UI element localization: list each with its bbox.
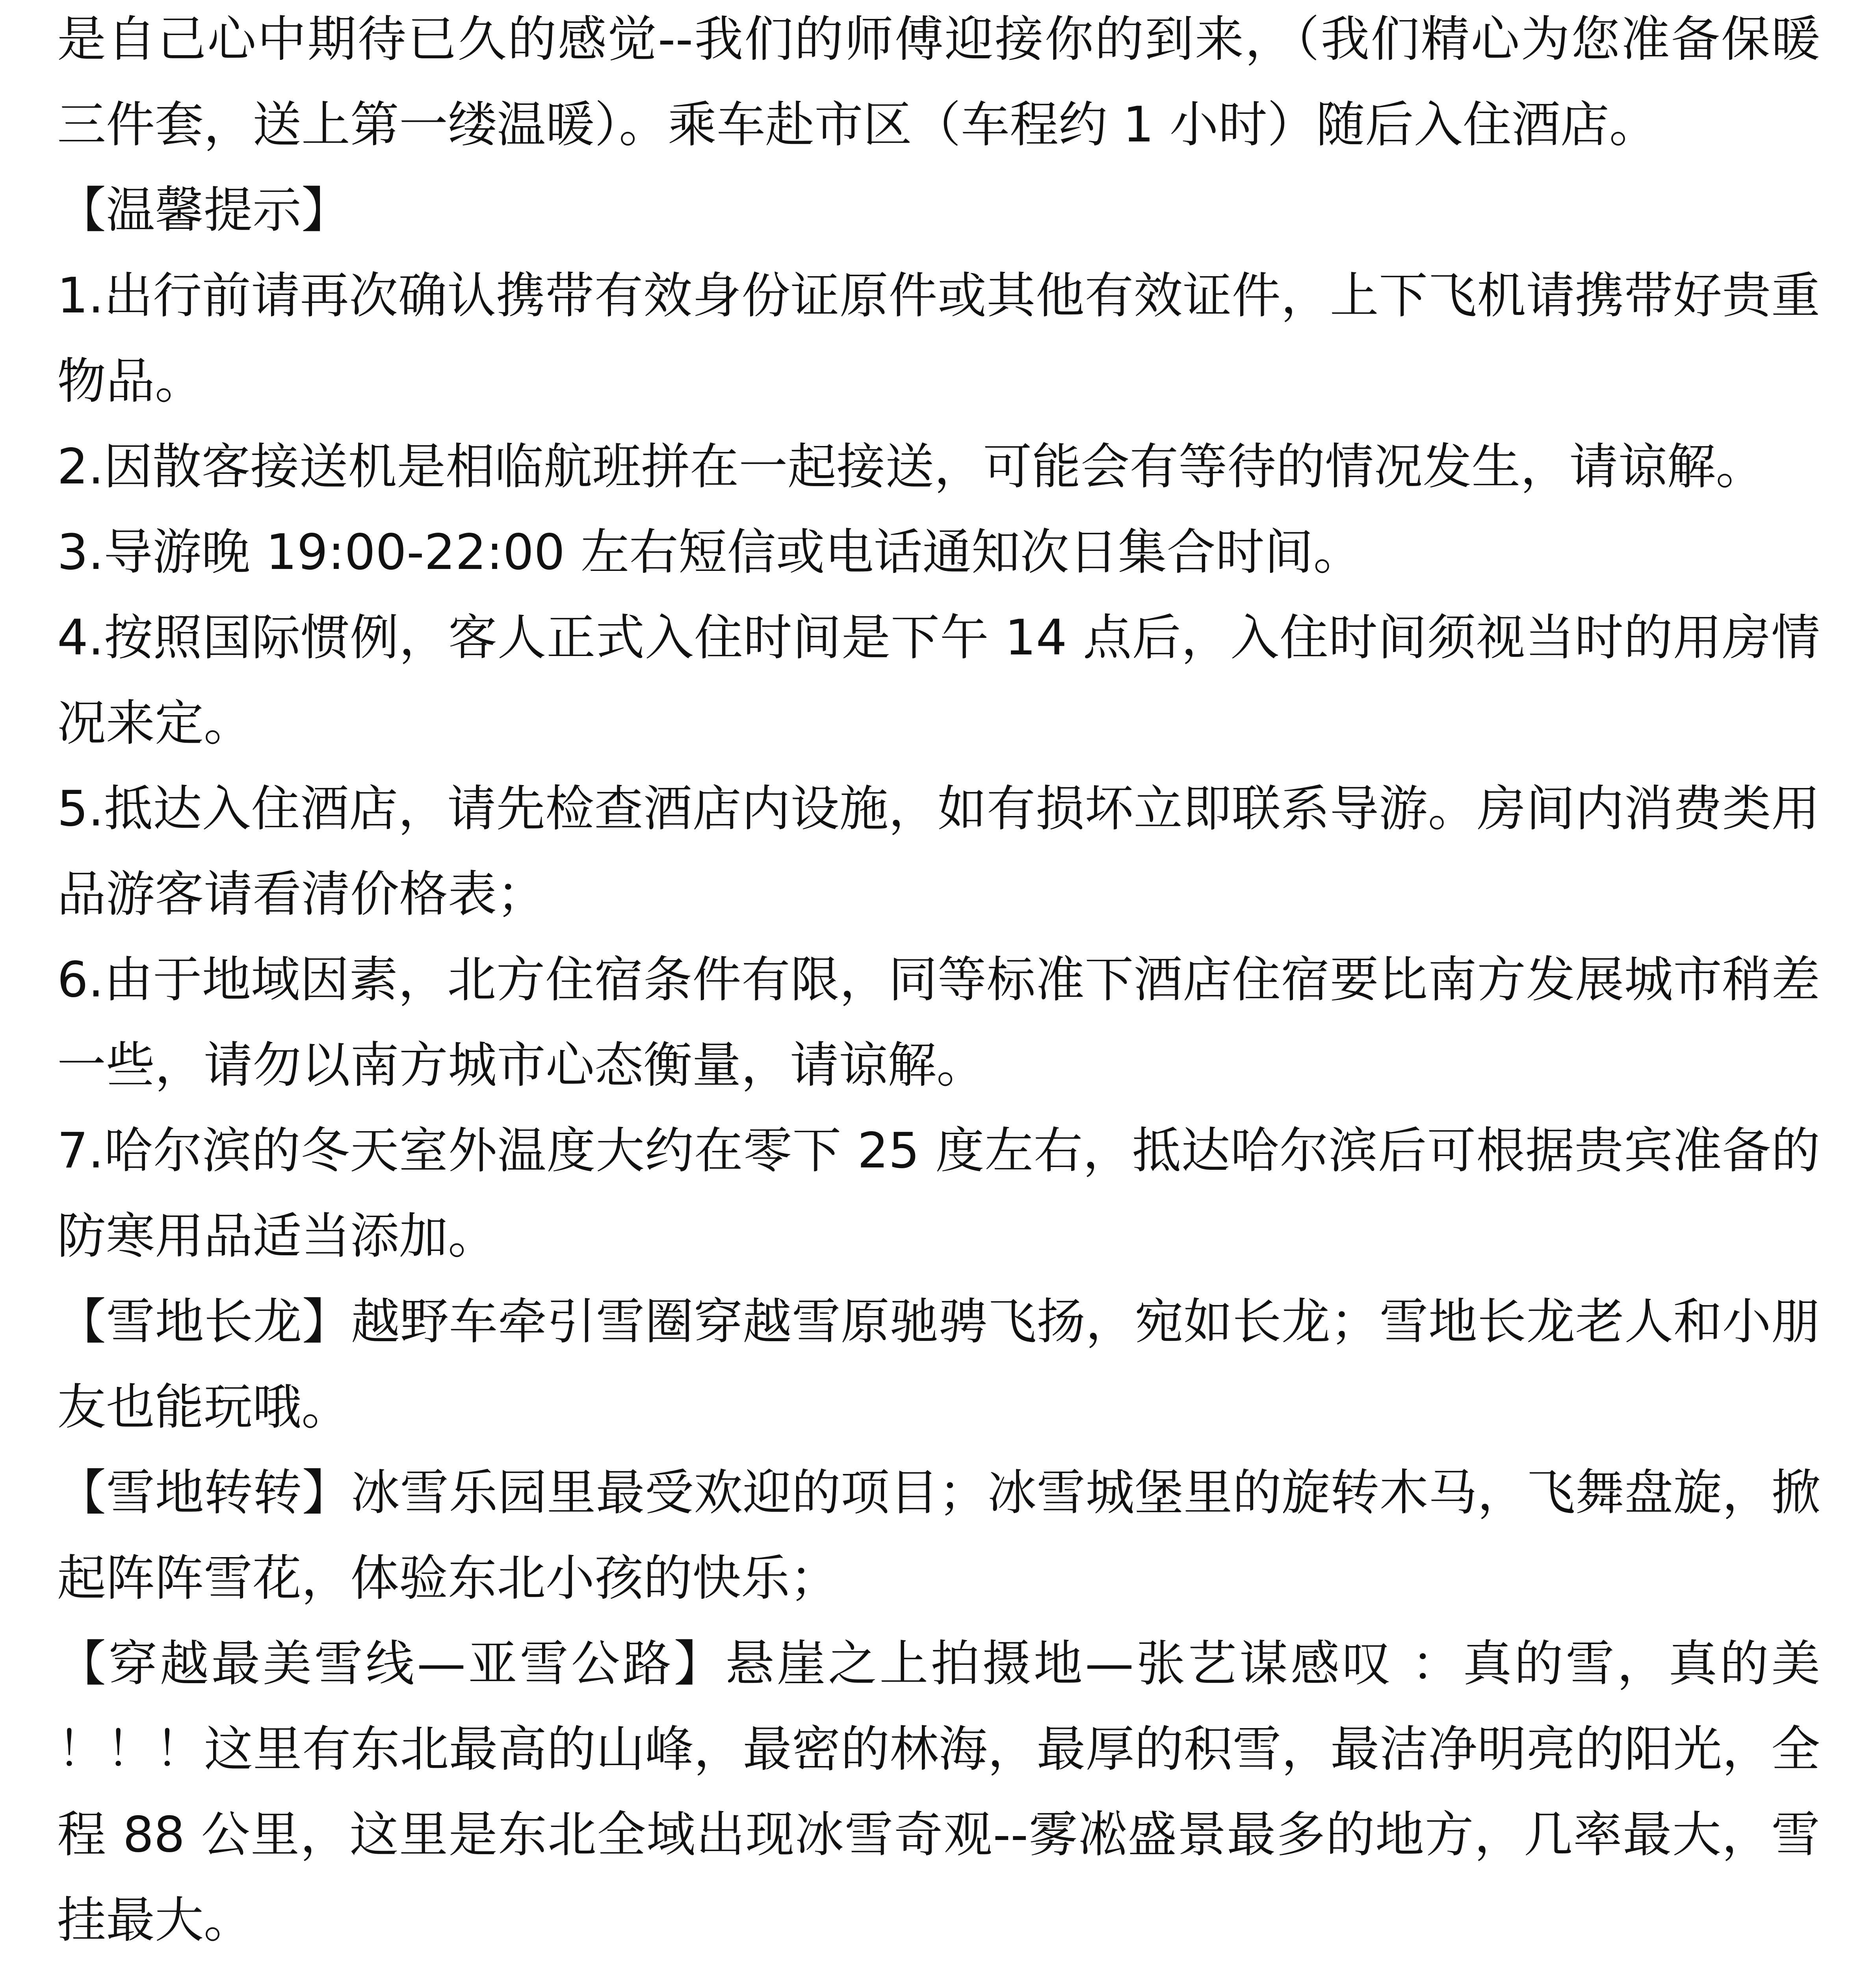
paragraph-snow-carousel: 【雪地转转】冰雪乐园里最受欢迎的项目；冰雪城堡里的旋转木马，飞舞盘旋，掀起阵阵雪花，体验东北小孩的快乐； bbox=[57, 1464, 1820, 1607]
paragraph-arrival: 是自己心中期待已久的感觉--我们的师傅迎接你的到来，（我们精心为您准备保暖三件套，送上第一缕温暖）。乘车赴市区（车程约 1 小时）随后入住酒店。 bbox=[57, 11, 1820, 153]
paragraph-tip-1: 1.出行前请再次确认携带有效身份证原件或其他有效证件，上下飞机请携带好贵重物品。 bbox=[57, 268, 1820, 410]
paragraph-tip-6: 6.由于地域因素，北方住宿条件有限，同等标准下酒店住宿要比南方发展城市稍差一些，请勿以南方城市心态衡量，请谅解。 bbox=[57, 952, 1820, 1094]
paragraph-tips-heading: 【温馨提示】 bbox=[57, 182, 351, 239]
paragraph-tip-2: 2.因散客接送机是相临航班拼在一起接送，可能会有等待的情况发生，请谅解。 bbox=[57, 439, 1765, 495]
paragraph-tip-7: 7.哈尔滨的冬天室外温度大约在零下 25 度左右，抵达哈尔滨后可根据贵宾准备的防寒用品适当添加。 bbox=[57, 1123, 1820, 1265]
paragraph-snow-dragon: 【雪地长龙】越野车牵引雪圈穿越雪原驰骋飞扬，宛如长龙；雪地长龙老人和小朋友也能玩哦。 bbox=[57, 1294, 1820, 1436]
paragraph-tip-4: 4.按照国际惯例，客人正式入住时间是下午 14 点后，入住时间须视当时的用房情况来定。 bbox=[57, 610, 1820, 752]
paragraph-yaxue-road: 【穿越最美雪线—亚雪公路】悬崖之上拍摄地—张艺谋感叹 ：真的雪，真的美 ！！！这里有东北最高的山峰，最密的林海，最厚的积雪，最洁净明亮的阳光，全程 88 公里，这里是东北全域出现冰雪奇观--雾凇盛景最多的地方，几率最大，雪挂最大。 bbox=[57, 1635, 1820, 1949]
document-page bbox=[57, 0, 1820, 1970]
paragraph-tip-3: 3.导游晚 19:00-22:00 左右短信或电话通知次日集合时间。 bbox=[57, 524, 1362, 581]
paragraph-tip-5: 5.抵达入住酒店，请先检查酒店内设施，如有损坏立即联系导游。房间内消费类用品游客请看清价格表； bbox=[57, 781, 1820, 923]
paragraph-snowmobile bbox=[57, 1963, 1820, 1970]
